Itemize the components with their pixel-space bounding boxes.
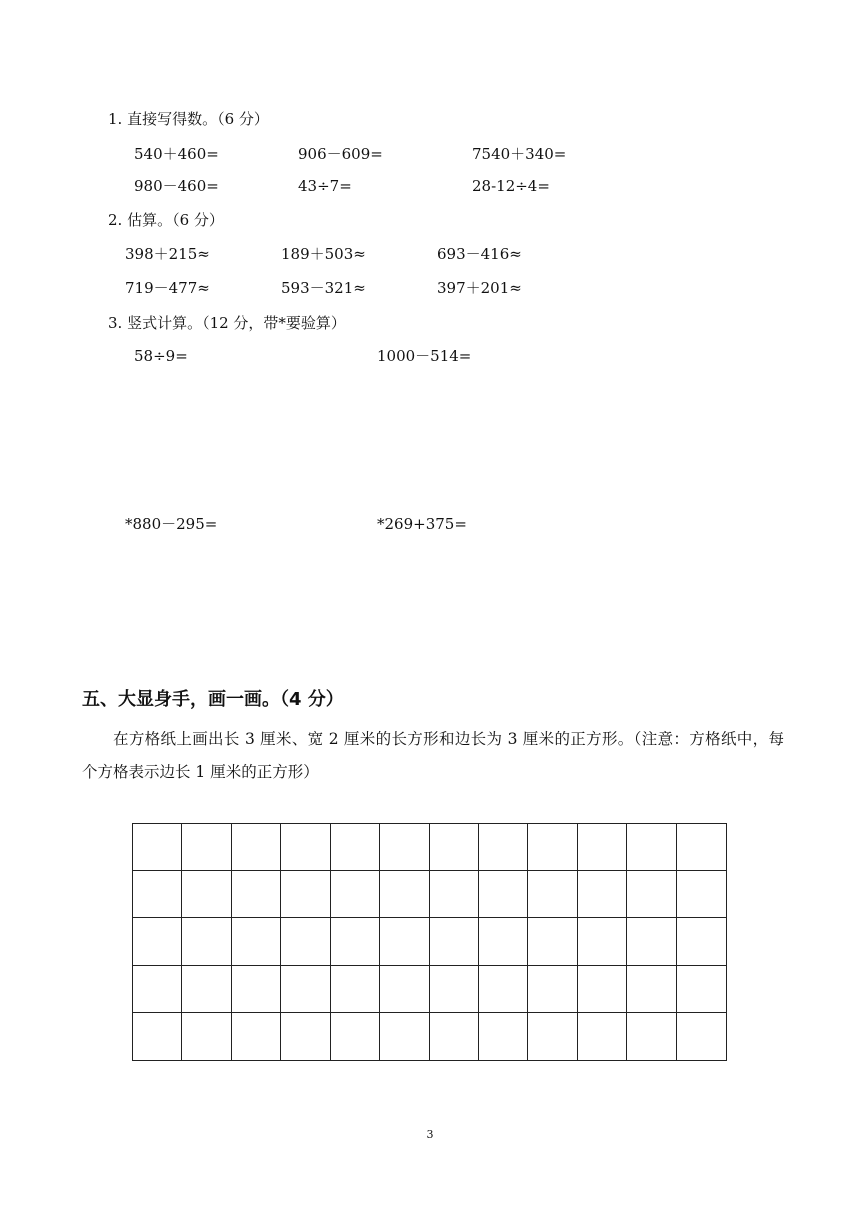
grid-cell[interactable] <box>677 966 726 1013</box>
grid-paper[interactable] <box>132 823 727 1061</box>
grid-cell[interactable] <box>430 1013 479 1060</box>
q2-item: 593－321≈ <box>281 279 366 297</box>
grid-cell[interactable] <box>331 918 380 965</box>
grid-cell[interactable] <box>182 824 231 871</box>
q2-item: 398＋215≈ <box>125 245 210 263</box>
grid-cell[interactable] <box>380 871 429 918</box>
q1-title: 1. 直接写得数。（6 分） <box>108 110 269 128</box>
grid-cell[interactable] <box>578 918 627 965</box>
grid-cell[interactable] <box>677 871 726 918</box>
grid-cell[interactable] <box>578 871 627 918</box>
grid-cell[interactable] <box>133 918 182 965</box>
grid-cell[interactable] <box>380 1013 429 1060</box>
grid-cell[interactable] <box>528 871 577 918</box>
grid-cell[interactable] <box>627 918 676 965</box>
q3-item: 58÷9= <box>134 347 188 365</box>
q3-item: 1000－514= <box>377 347 472 365</box>
q2-item: 189＋503≈ <box>281 245 366 263</box>
section-heading: 五、大显身手，画一画。（4 分） <box>82 689 344 710</box>
grid-cell[interactable] <box>430 966 479 1013</box>
grid-cell[interactable] <box>331 966 380 1013</box>
grid-cell[interactable] <box>133 871 182 918</box>
grid-cell[interactable] <box>182 966 231 1013</box>
grid-cell[interactable] <box>281 824 330 871</box>
grid-cell[interactable] <box>232 824 281 871</box>
grid-cell[interactable] <box>232 966 281 1013</box>
grid-cell[interactable] <box>182 871 231 918</box>
grid-cell[interactable] <box>430 871 479 918</box>
q1-item: 7540＋340= <box>472 145 567 163</box>
grid-cell[interactable] <box>232 871 281 918</box>
q3-title: 3. 竖式计算。（12 分，带*要验算） <box>108 314 346 332</box>
grid-cell[interactable] <box>331 871 380 918</box>
q1-item: 540＋460= <box>134 145 219 163</box>
q1-item: 980－460= <box>134 177 219 195</box>
grid-cell[interactable] <box>281 966 330 1013</box>
grid-cell[interactable] <box>380 966 429 1013</box>
grid-cell[interactable] <box>380 918 429 965</box>
grid-cell[interactable] <box>528 918 577 965</box>
grid-cell[interactable] <box>232 1013 281 1060</box>
grid-cell[interactable] <box>578 1013 627 1060</box>
grid-cell[interactable] <box>430 824 479 871</box>
grid-cell[interactable] <box>479 966 528 1013</box>
grid-cell[interactable] <box>232 918 281 965</box>
grid-cell[interactable] <box>380 824 429 871</box>
grid-cell[interactable] <box>331 824 380 871</box>
grid-cell[interactable] <box>627 871 676 918</box>
grid-cell[interactable] <box>627 824 676 871</box>
grid-cell[interactable] <box>677 918 726 965</box>
q1-item: 28-12÷4= <box>472 177 550 195</box>
grid-cell[interactable] <box>133 966 182 1013</box>
grid-cell[interactable] <box>281 871 330 918</box>
grid-cell[interactable] <box>281 918 330 965</box>
q1-item: 906－609= <box>298 145 383 163</box>
q3-item: *880－295= <box>125 515 218 533</box>
grid-cell[interactable] <box>627 1013 676 1060</box>
grid-cell[interactable] <box>578 824 627 871</box>
q2-title: 2. 估算。（6 分） <box>108 211 224 229</box>
grid-cell[interactable] <box>578 966 627 1013</box>
q2-item: 397＋201≈ <box>437 279 522 297</box>
grid-cell[interactable] <box>430 918 479 965</box>
q2-item: 693－416≈ <box>437 245 522 263</box>
grid-cell[interactable] <box>479 918 528 965</box>
q2-item: 719－477≈ <box>125 279 210 297</box>
grid-cell[interactable] <box>133 824 182 871</box>
q1-item: 43÷7= <box>298 177 352 195</box>
grid-cell[interactable] <box>182 1013 231 1060</box>
q3-item: *269+375= <box>377 515 467 533</box>
page-number: 3 <box>426 1128 434 1141</box>
grid-cell[interactable] <box>479 871 528 918</box>
grid-cell[interactable] <box>677 824 726 871</box>
section-instruction: 在方格纸上画出长 3 厘米、宽 2 厘米的长方形和边长为 3 厘米的正方形。（注意：方格纸中，每个方格表示边长 1 厘米的正方形） <box>82 730 784 781</box>
grid-cell[interactable] <box>677 1013 726 1060</box>
grid-cell[interactable] <box>133 1013 182 1060</box>
grid-cell[interactable] <box>528 1013 577 1060</box>
grid-cell[interactable] <box>627 966 676 1013</box>
grid-cell[interactable] <box>528 824 577 871</box>
grid-cell[interactable] <box>528 966 577 1013</box>
grid-cell[interactable] <box>182 918 231 965</box>
grid-cell[interactable] <box>331 1013 380 1060</box>
grid-cell[interactable] <box>479 1013 528 1060</box>
grid-cell[interactable] <box>281 1013 330 1060</box>
grid-cell[interactable] <box>479 824 528 871</box>
